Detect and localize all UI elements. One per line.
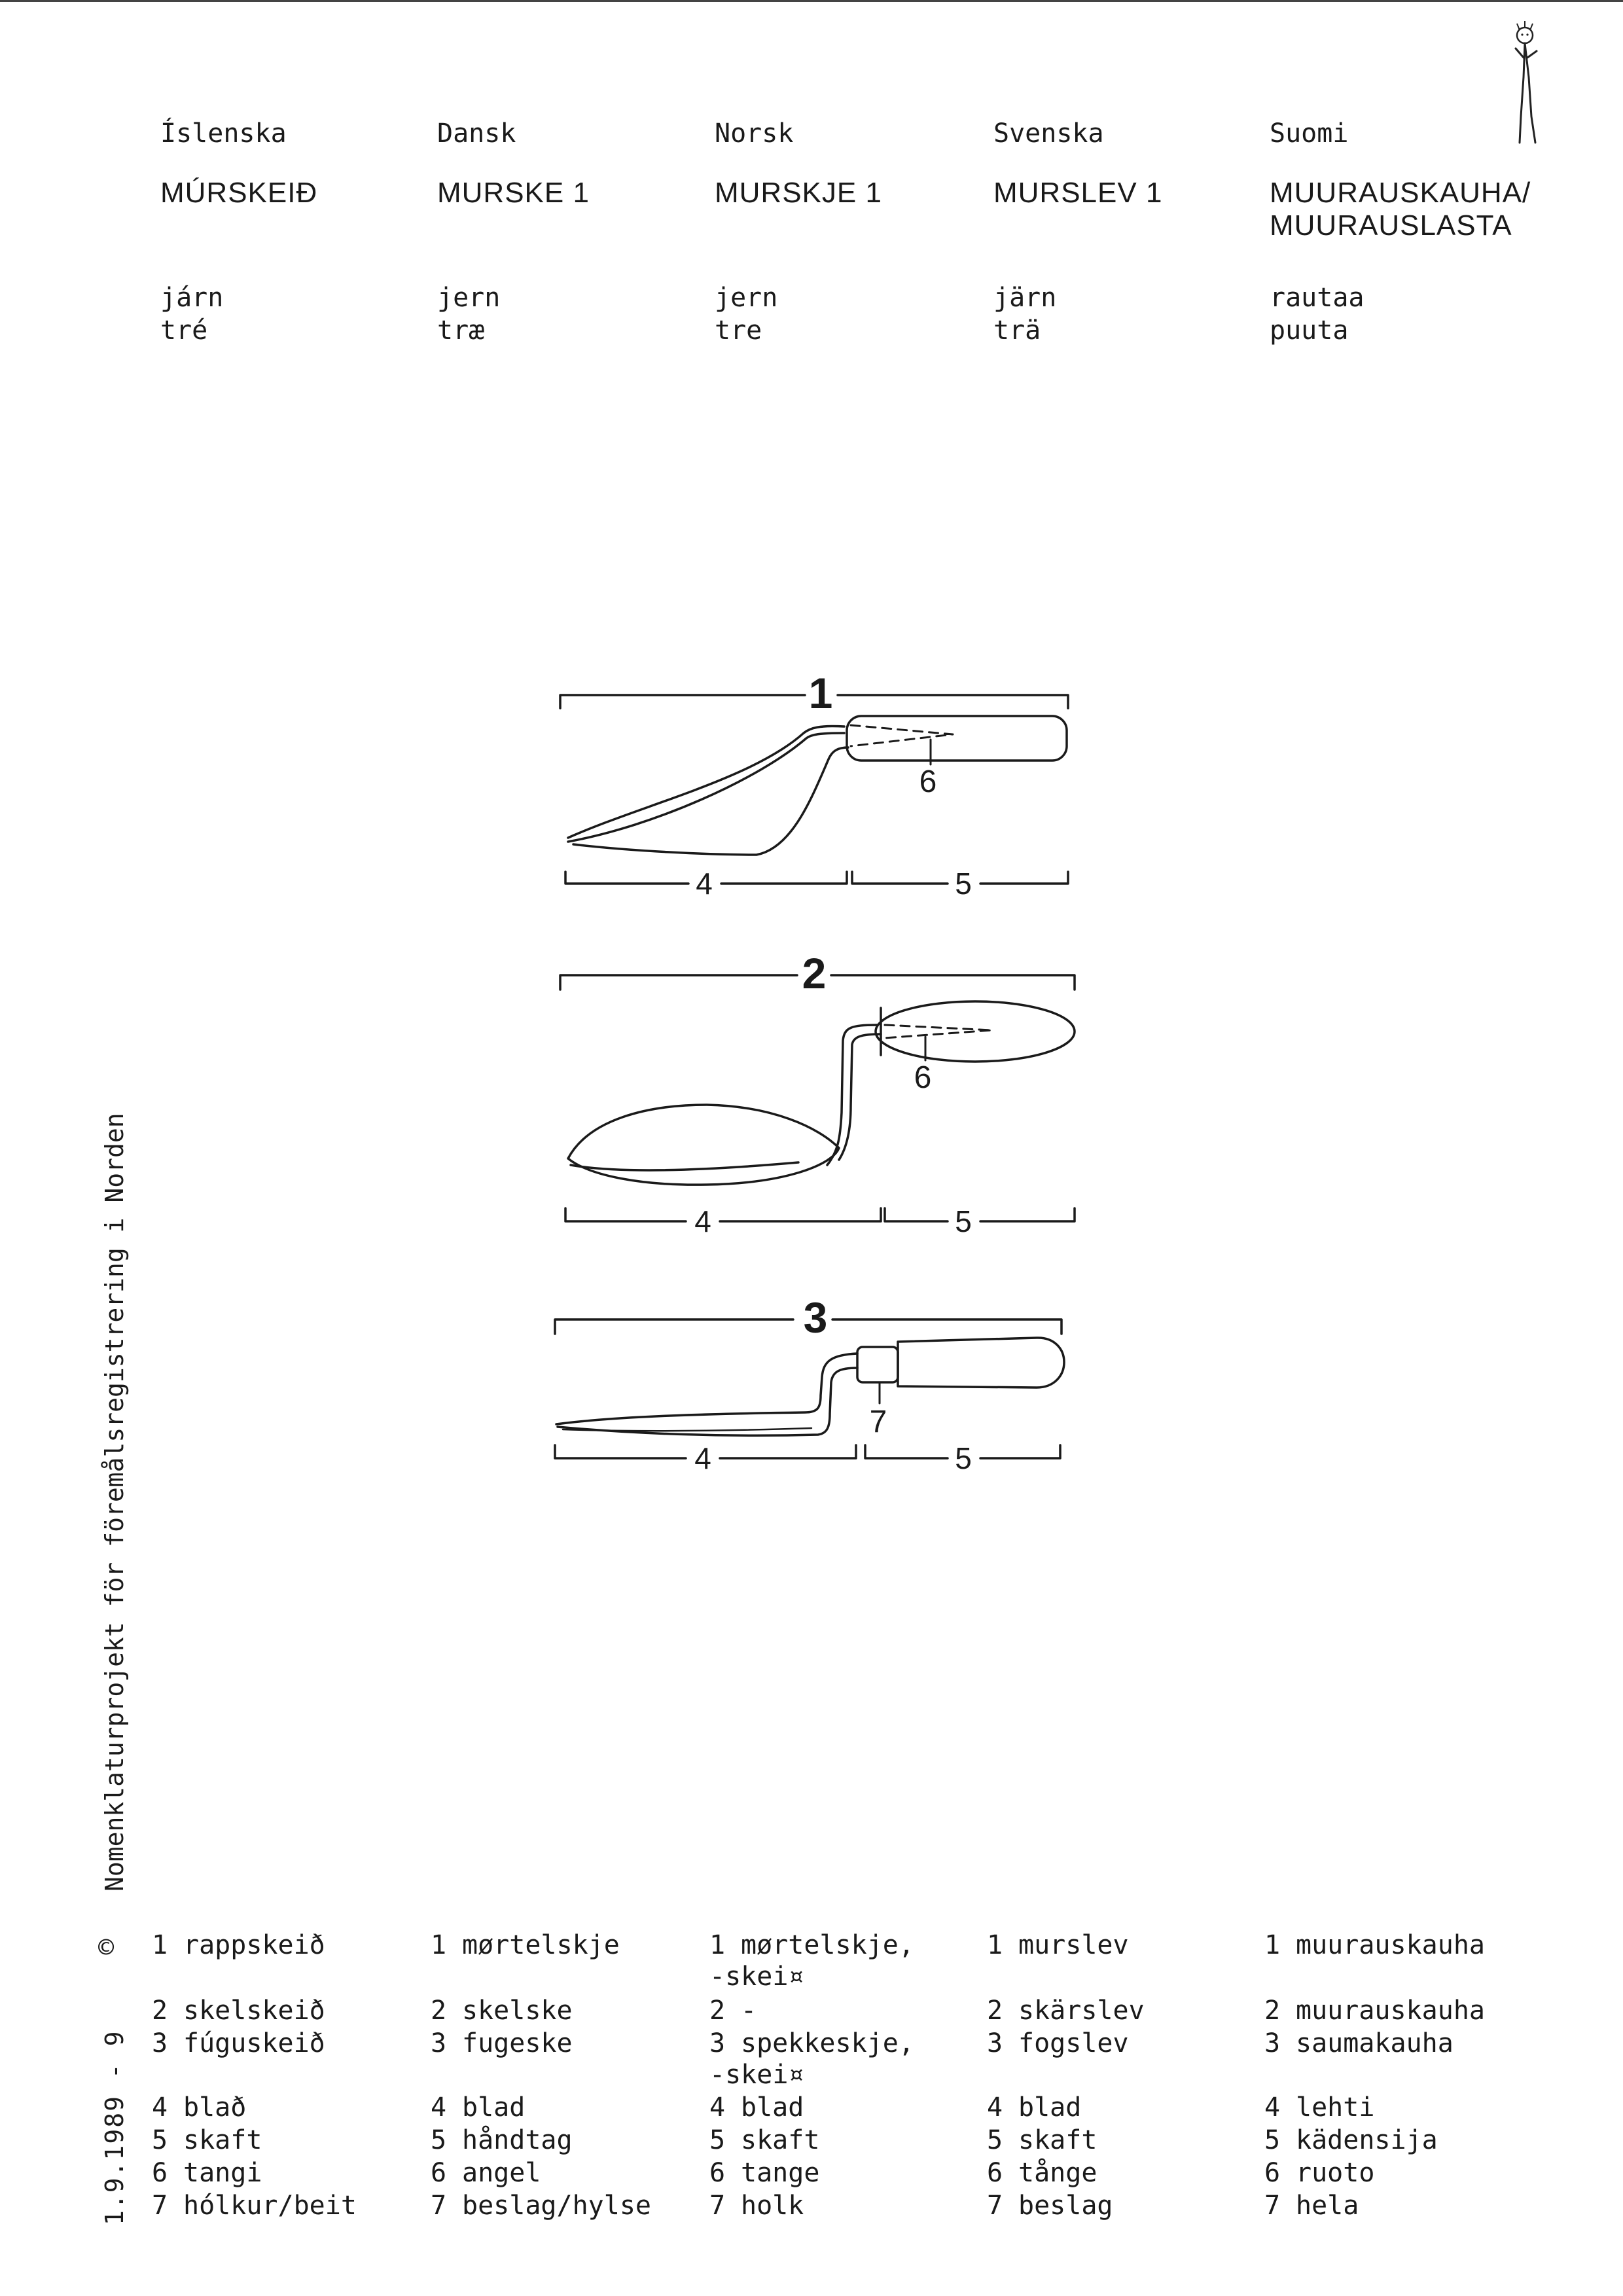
glossary-item (152, 1995, 325, 2026)
glossary-item (709, 2157, 819, 2189)
item-term: muurauskauha (1296, 1996, 1485, 2026)
glossary-item (152, 1929, 325, 1961)
glossary-item (987, 1929, 1129, 1961)
item-number: 6 (987, 2158, 1003, 2188)
tang-label-2: 6 (914, 1060, 932, 1095)
trowel-1-handle (847, 716, 1067, 761)
project-side-text: Nomenklaturprojekt för föremålsregistrering i Norden (100, 1113, 129, 1892)
language-name: Svenska (993, 118, 1104, 149)
trowel-2-tang (885, 1025, 992, 1038)
item-number: 4 (709, 2092, 726, 2123)
glossary-item (431, 1995, 573, 2026)
glossary-item (1264, 2157, 1374, 2189)
glossary-item (1264, 2190, 1359, 2221)
item-number: 7 (1264, 2191, 1281, 2221)
item-number: 1 (431, 1930, 447, 1960)
item-number: 2 (431, 1996, 447, 2026)
item-term: hela (1296, 2191, 1359, 2221)
item-term: tånge (1018, 2158, 1097, 2188)
glossary-item (709, 1929, 914, 1992)
item-term: holk (741, 2191, 804, 2221)
item-number: 3 (431, 2028, 447, 2058)
item-number: 7 (431, 2191, 447, 2221)
ferrule-label-3: 7 (869, 1405, 887, 1439)
glossary-item (431, 2092, 525, 2123)
item-term: håndtag (462, 2125, 573, 2155)
item-number: 6 (431, 2158, 447, 2188)
glossary-item (987, 2190, 1113, 2221)
material-item: puuta (1270, 315, 1349, 346)
glossary-item (987, 1995, 1145, 2026)
trowel-3-blade (556, 1354, 857, 1424)
glossary-item (987, 2092, 1081, 2123)
item-term: muurauskauha (1296, 1930, 1485, 1960)
term-heading: MURSLEV 1 (993, 177, 1163, 209)
glossary-item (431, 2125, 573, 2156)
blade-dimension-2 (565, 1208, 881, 1221)
item-term: skärslev (1018, 1996, 1145, 2026)
material-item: jern (437, 283, 501, 313)
item-number: 6 (1264, 2158, 1281, 2188)
item-term: - (741, 1996, 757, 2026)
item-number: 2 (709, 1996, 726, 2026)
figure-label-2: 2 (802, 949, 827, 997)
item-number: 7 (709, 2191, 726, 2221)
term-heading: MURSKJE 1 (715, 177, 882, 209)
item-number: 1 (709, 1930, 726, 1960)
glossary-item (1264, 2028, 1454, 2059)
glossary-item (709, 2125, 819, 2156)
blade-label-3: 4 (694, 1441, 711, 1475)
item-number: 2 (987, 1996, 1003, 2026)
glossary-item (709, 2092, 804, 2123)
glossary-item (709, 2190, 804, 2221)
glossary-item (152, 2157, 262, 2189)
item-term: blað (183, 2092, 247, 2123)
item-term: spekkeskje, -skei¤ (709, 2028, 914, 2090)
item-number: 3 (987, 2028, 1003, 2058)
material-item: rautaa (1270, 283, 1364, 313)
blade-label-1: 4 (696, 867, 713, 901)
glossary-item (987, 2157, 1097, 2189)
language-name: Íslenska (160, 118, 287, 149)
material-item: træ (437, 315, 485, 346)
item-number: 5 (431, 2125, 447, 2155)
language-name: Dansk (437, 118, 516, 149)
glossary-item (152, 2092, 246, 2123)
item-number: 3 (709, 2028, 726, 2058)
tang-label-1: 6 (919, 764, 937, 799)
term-heading: MUURAUSKAUHA/ MUURAUSLASTA (1270, 177, 1531, 242)
term-heading: MURSKE 1 (437, 177, 590, 209)
item-term: lehti (1296, 2092, 1375, 2123)
item-number: 5 (709, 2125, 726, 2155)
glossary-item (152, 2028, 325, 2059)
item-term: mørtelskje (462, 1930, 620, 1960)
glossary-item (152, 2125, 262, 2156)
language-name: Norsk (715, 118, 794, 149)
handle-dimension-2 (885, 1208, 1075, 1221)
item-number: 4 (152, 2092, 168, 2123)
item-number: 5 (987, 2125, 1003, 2155)
item-number: 7 (152, 2191, 168, 2221)
glossary-item (431, 1929, 620, 1961)
trowel-1-blade (568, 726, 844, 838)
item-term: rappskeið (183, 1930, 325, 1960)
glossary-item (1264, 2125, 1438, 2156)
trowel-2-blade-rim (571, 1162, 798, 1170)
glossary-item (431, 2028, 573, 2059)
trowel-2-blade (568, 1105, 839, 1185)
trowel-3-blade-lower (558, 1368, 857, 1435)
item-term: skaft (741, 2125, 820, 2155)
term-heading: MÚRSKEIÐ (160, 177, 318, 209)
glossary-item (987, 2028, 1129, 2059)
item-number: 1 (1264, 1930, 1281, 1960)
item-term: fugeske (462, 2028, 573, 2058)
item-term: skelske (462, 1996, 573, 2026)
item-term: blad (462, 2092, 526, 2123)
item-term: skaft (1018, 2125, 1097, 2155)
glossary-item (709, 2028, 914, 2090)
item-term: skelskeið (183, 1996, 325, 2026)
item-term: angel (462, 2158, 541, 2188)
item-term: tange (741, 2158, 820, 2188)
item-number: 4 (1264, 2092, 1281, 2123)
item-number: 6 (152, 2158, 168, 2188)
glossary-item (1264, 2092, 1374, 2123)
material-item: jern (715, 283, 778, 313)
item-number: 2 (152, 1996, 168, 2026)
glossary-item (152, 2190, 357, 2221)
figure-label-1: 1 (808, 669, 833, 717)
item-term: ruoto (1296, 2158, 1375, 2188)
item-number: 3 (152, 2028, 168, 2058)
glossary-item (1264, 1995, 1485, 2026)
material-item: järn (993, 283, 1057, 313)
trowel-3-ferrule (857, 1347, 898, 1382)
item-term: blad (1018, 2092, 1082, 2123)
material-item: trä (993, 315, 1041, 346)
glossary-item (431, 2190, 651, 2221)
item-term: hólkur/beit (183, 2191, 357, 2221)
handle-label-3: 5 (955, 1441, 972, 1475)
item-number: 1 (152, 1930, 168, 1960)
glossary-item (987, 2125, 1097, 2156)
item-number: 5 (152, 2125, 168, 2155)
item-term: kädensija (1296, 2125, 1438, 2155)
trowel-1-tang (851, 725, 953, 746)
trowel-figure-3 (555, 1293, 1064, 1475)
material-item: tré (160, 315, 208, 346)
item-term: fogslev (1018, 2028, 1129, 2058)
item-number: 4 (987, 2092, 1003, 2123)
handle-label-1: 5 (955, 867, 972, 901)
item-number: 1 (987, 1930, 1003, 1960)
glossary-item (709, 1995, 757, 2026)
trowel-figure-1 (560, 669, 1068, 901)
trowel-figure-2 (560, 949, 1075, 1238)
item-term: mørtelskje, -skei¤ (709, 1930, 914, 1992)
item-number: 3 (1264, 2028, 1281, 2058)
item-term: murslev (1018, 1930, 1129, 1960)
handle-label-2: 5 (955, 1204, 972, 1238)
item-number: 5 (1264, 2125, 1281, 2155)
item-term: saumakauha (1296, 2028, 1454, 2058)
item-term: fúguskeið (183, 2028, 325, 2058)
item-term: beslag/hylse (462, 2191, 651, 2221)
trowel-1-blade-underside (573, 747, 848, 855)
language-name: Suomi (1270, 118, 1349, 149)
item-number: 4 (431, 2092, 447, 2123)
glossary-item (431, 2157, 541, 2189)
trowel-1-blade-edge (568, 733, 844, 842)
item-number: 2 (1264, 1996, 1281, 2026)
item-number: 6 (709, 2158, 726, 2188)
trowel-2-neck-inner (839, 1034, 881, 1160)
item-term: skaft (183, 2125, 262, 2155)
material-item: tre (715, 315, 762, 346)
trowel-3-handle (898, 1338, 1064, 1388)
figure-label-3: 3 (803, 1293, 828, 1342)
glossary-item (1264, 1929, 1485, 1961)
item-term: tangi (183, 2158, 262, 2188)
item-term: beslag (1018, 2191, 1113, 2221)
date-stamp: 1.9.1989 - 9 (100, 2030, 129, 2225)
copyright-symbol: © (98, 1933, 115, 1963)
item-number: 7 (987, 2191, 1003, 2221)
blade-label-2: 4 (694, 1204, 711, 1238)
item-term: blad (741, 2092, 804, 2123)
trowel-2-handle (876, 1001, 1075, 1062)
material-item: járn (160, 283, 224, 313)
